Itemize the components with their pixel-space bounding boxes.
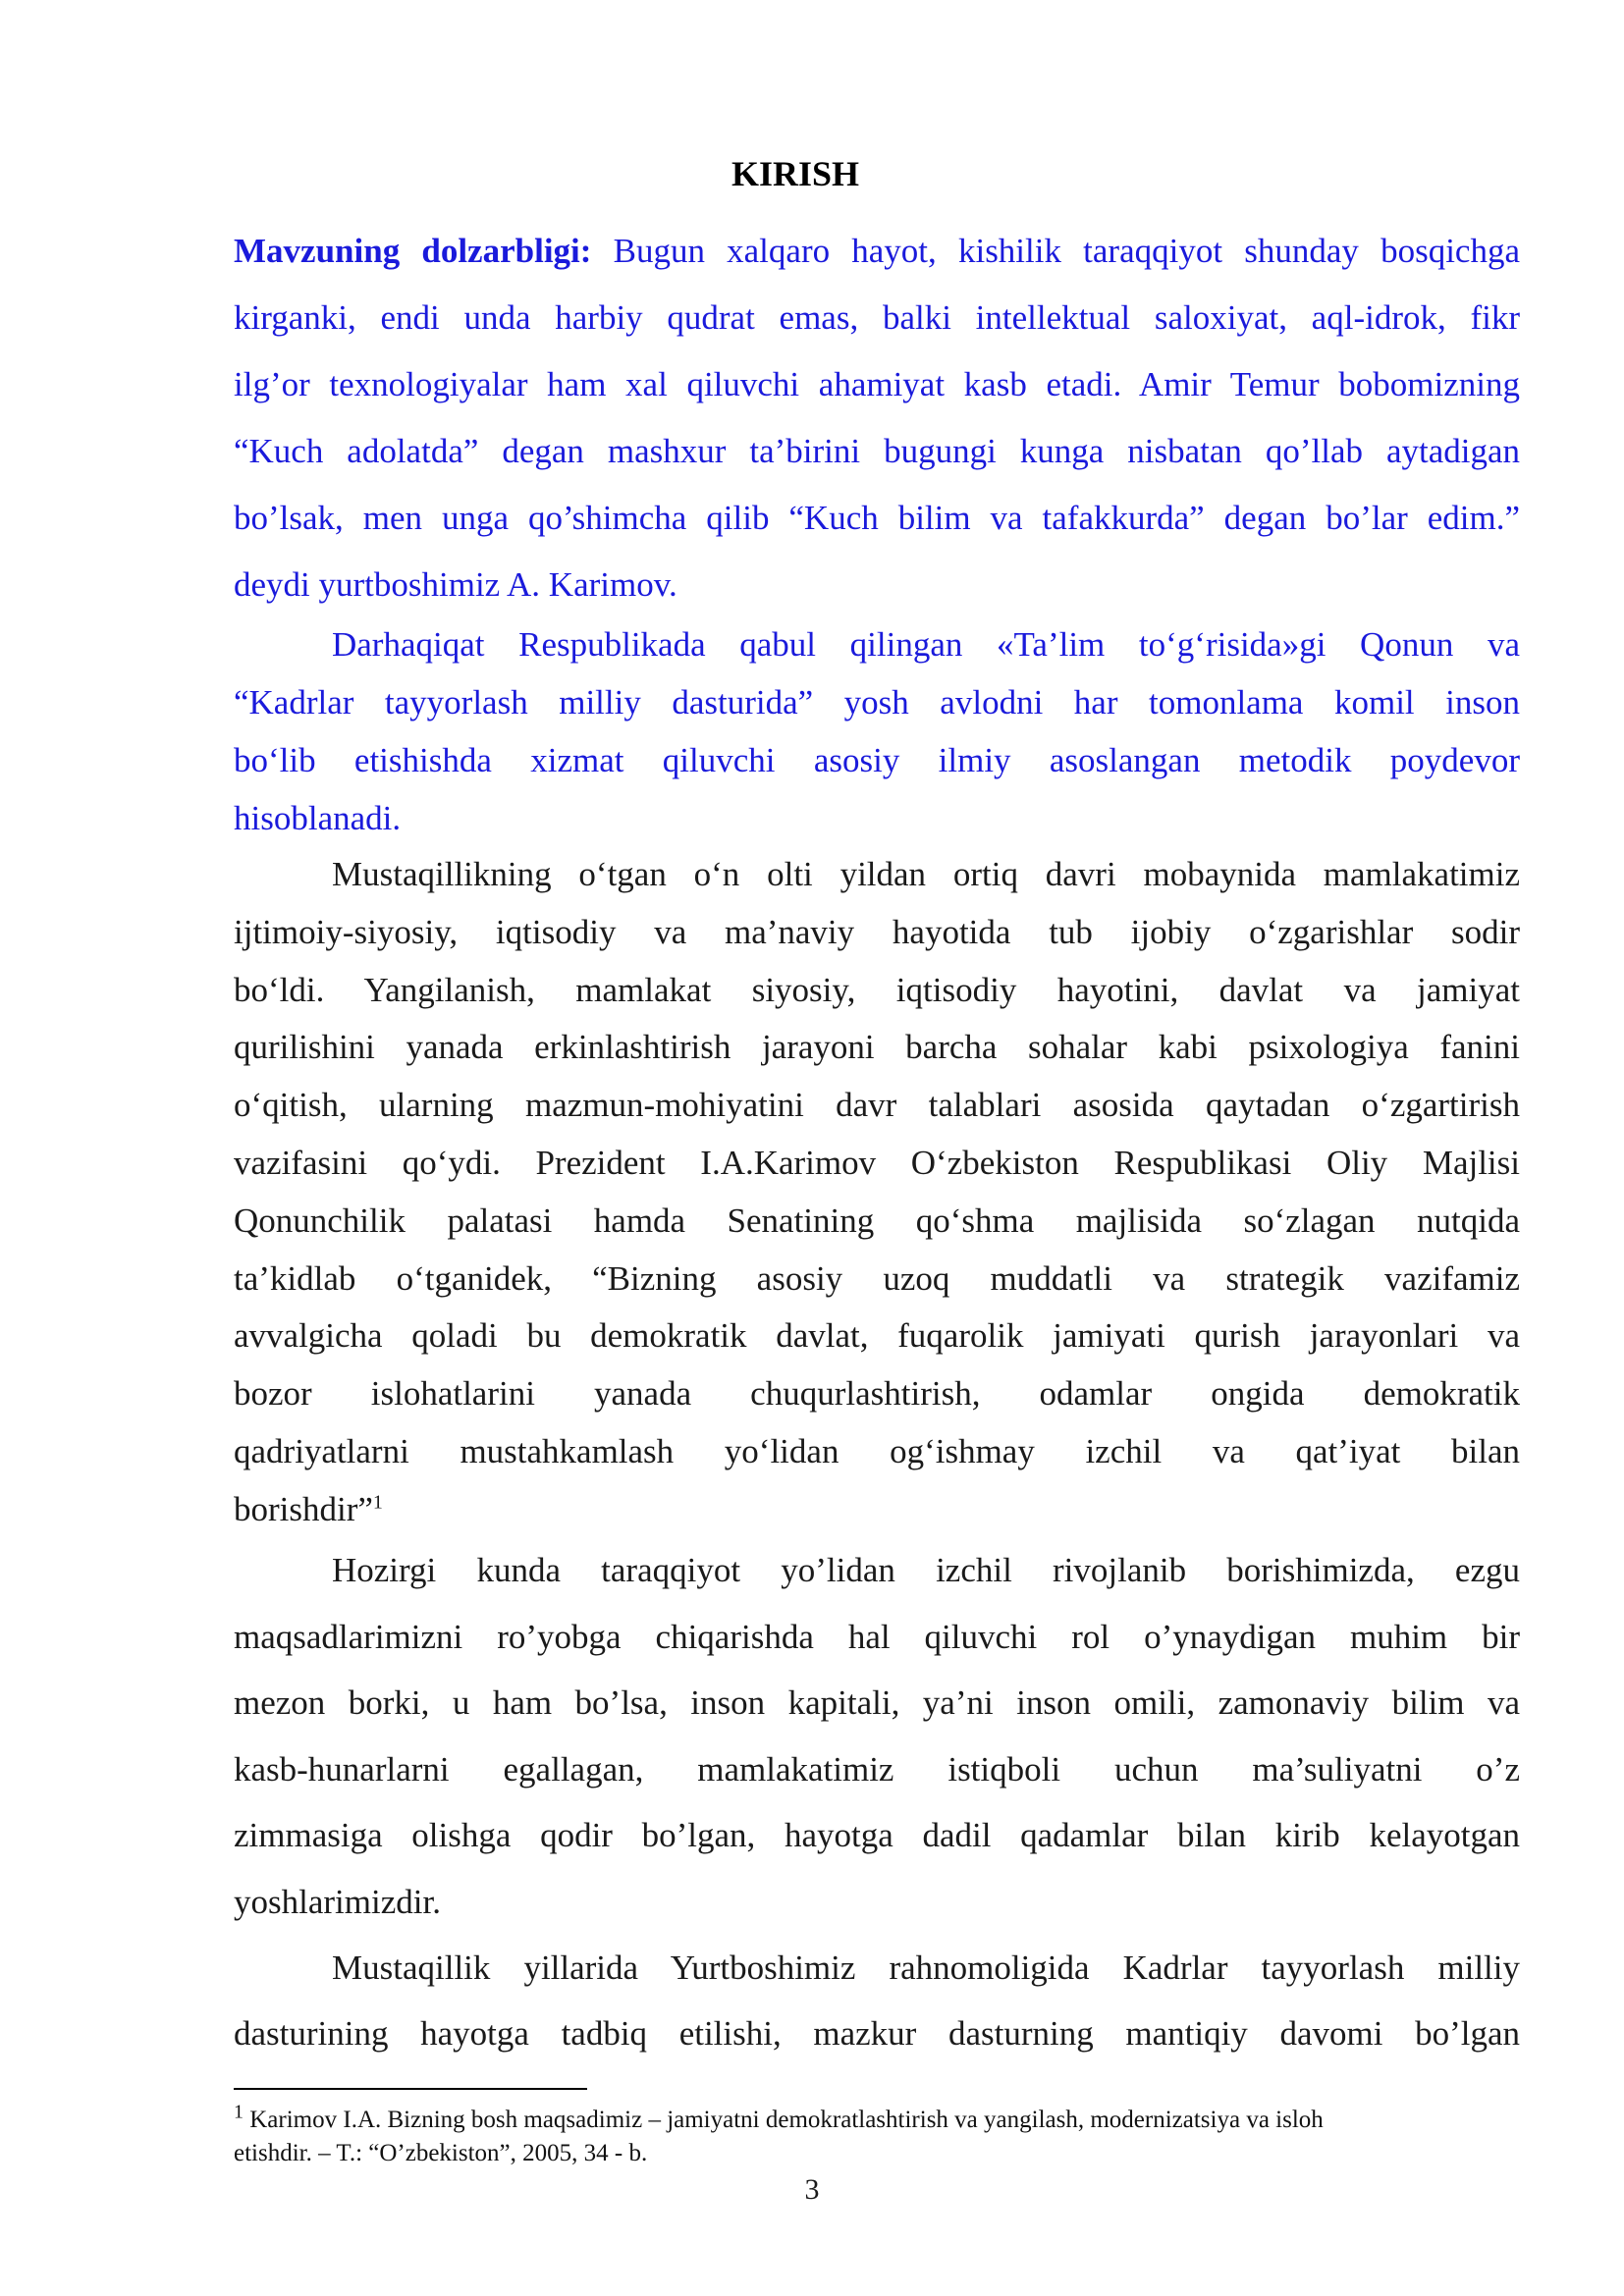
intro-line: deydi yurtboshimiz A. Karimov. bbox=[234, 565, 677, 604]
paragraph-line bbox=[234, 1537, 1520, 1604]
paragraph-line: yoshlarimizdir. bbox=[234, 1882, 441, 1921]
footnote-number: 1 bbox=[234, 2101, 244, 2123]
paragraph-line bbox=[234, 1935, 1520, 2001]
intro-paragraph bbox=[234, 218, 1520, 618]
paragraph-line-text: Hozirgi kunda taraqqiyot yo’lidan izchil rivojlanib borishimizda, ezgu bbox=[332, 1551, 1520, 1589]
paragraph-line-text: Mustaqillik yillarida Yurtboshimiz rahnomoligida Kadrlar tayyorlash milliy bbox=[332, 1949, 1520, 1987]
heading-text: KIRISH bbox=[731, 154, 860, 193]
paragraph-line: ijtimoiy-siyosiy, iqtisodiy va ma’naviy hayotida tub ijobiy o‘zgarishlar sodir bbox=[234, 912, 1520, 951]
intro-line: “Kuch adolatda” degan mashxur ta’birini bugungi kunga nisbatan qo’llab aytadigan bbox=[234, 432, 1520, 470]
footnote bbox=[234, 2101, 1520, 2170]
footnote-line-text: Karimov I.A. Bizning bosh maqsadimiz – jamiyatni demokratlashtirish va yangilash, modernizatsiya va isloh bbox=[244, 2107, 1324, 2133]
paragraph-line: zimmasiga olishga qodir bo’lgan, hayotga dadil qadamlar bilan kirib kelayotgan bbox=[234, 1816, 1520, 1854]
paragraph-5 bbox=[234, 1935, 1520, 2066]
page-heading bbox=[0, 152, 1624, 195]
paragraph-line: vazifasini qo‘ydi. Prezident I.A.Karimov O‘zbekiston Respublikasi Oliy Majlisi bbox=[234, 1143, 1520, 1182]
intro-line: kirganki, endi unda harbiy qudrat emas, balki intellektual saloxiyat, aql-idrok, fikr bbox=[234, 298, 1520, 337]
paragraph-line bbox=[234, 1481, 1520, 1539]
paragraph-4 bbox=[234, 1537, 1520, 1935]
paragraph-2 bbox=[234, 615, 1520, 847]
paragraph-line: avvalgicha qoladi bu demokratik davlat, fuqarolik jamiyati qurish jarayonlari va bbox=[234, 1316, 1520, 1356]
paragraph-line: ta’kidlab o‘tganidek, “Bizning asosiy uzoq muddatli va strategik vazifamiz bbox=[234, 1258, 1520, 1298]
paragraph-line bbox=[234, 846, 1520, 904]
paragraph-line: hisoblanadi. bbox=[234, 799, 402, 837]
paragraph-line: mezon borki, u ham bo’lsa, inson kapitali, ya’ni inson omili, zamonaviy bilim va bbox=[234, 1683, 1520, 1722]
paragraph-line: o‘qitish, ularning mazmun-mohiyatini davr talablari asosida qaytadan o‘zgartirish bbox=[234, 1086, 1520, 1125]
page-number: 3 bbox=[804, 2173, 820, 2206]
intro-line-text: Bugun xalqaro hayot, kishilik taraqqiyot shunday bosqichga bbox=[591, 232, 1520, 270]
paragraph-line: qadriyatlarni mustahkamlash yo‘lidan og‘ishmay izchil va qat’iyat bilan bbox=[234, 1431, 1520, 1470]
paragraph-line: maqsadlarimizni ro’yobga chiqarishda hal qiluvchi rol o’ynaydigan muhim bir bbox=[234, 1617, 1520, 1656]
paragraph-line: qurilishini yanada erkinlashtirish jarayoni barcha sohalar kabi psixologiya fanini bbox=[234, 1028, 1520, 1067]
paragraph-3 bbox=[234, 846, 1520, 1539]
intro-line: bo’lsak, men unga qo’shimcha qilib “Kuch bilim va tafakkurda” degan bo’lar edim.” bbox=[234, 499, 1520, 537]
paragraph-line: “Kadrlar tayyorlash milliy dasturida” yosh avlodni har tomonlama komil inson bbox=[234, 683, 1520, 721]
paragraph-line: bo‘ldi. Yangilanish, mamlakat siyosiy, iqtisodiy hayotini, davlat va jamiyat bbox=[234, 970, 1520, 1009]
paragraph-line bbox=[234, 615, 1520, 673]
footnote-line bbox=[234, 2101, 1520, 2137]
intro-line bbox=[234, 218, 1520, 285]
paragraph-line: Qonunchilik palatasi hamda Senatining qo‘shma majlisida so‘zlagan nutqida bbox=[234, 1201, 1520, 1240]
footnote-line: etishdir. – T.: “O’zbekiston”, 2005, 34 - b. bbox=[234, 2140, 648, 2166]
intro-line: ilg’or texnologiyalar ham xal qiluvchi ahamiyat kasb etadi. Amir Temur bobomizning bbox=[234, 365, 1520, 403]
footnote-divider bbox=[234, 2088, 587, 2090]
paragraph-line: kasb-hunarlarni egallagan, mamlakatimiz istiqboli uchun ma’suliyatni o’z bbox=[234, 1749, 1520, 1789]
paragraph-line-text: Mustaqillikning o‘tgan o‘n olti yildan ortiq davri mobaynida mamlakatimiz bbox=[332, 855, 1520, 893]
paragraph-line-text: borishdir” bbox=[234, 1489, 373, 1528]
paragraph-line: dasturining hayotga tadbiq etilishi, mazkur dasturning mantiqiy davomi bo’lgan bbox=[234, 2014, 1520, 2053]
paragraph-line: bo‘lib etishishda xizmat qiluvchi asosiy ilmiy asoslangan metodik poydevor bbox=[234, 741, 1520, 779]
paragraph-line-text: Darhaqiqat Respublikada qabul qilingan «Ta’lim to‘g‘risida»gi Qonun va bbox=[332, 625, 1520, 664]
footnote-reference: 1 bbox=[372, 1491, 383, 1514]
paragraph-line: bozor islohatlarini yanada chuqurlashtirish, odamlar ongida demokratik bbox=[234, 1374, 1520, 1414]
intro-label: Mavzuning dolzarbligi: bbox=[234, 232, 592, 270]
